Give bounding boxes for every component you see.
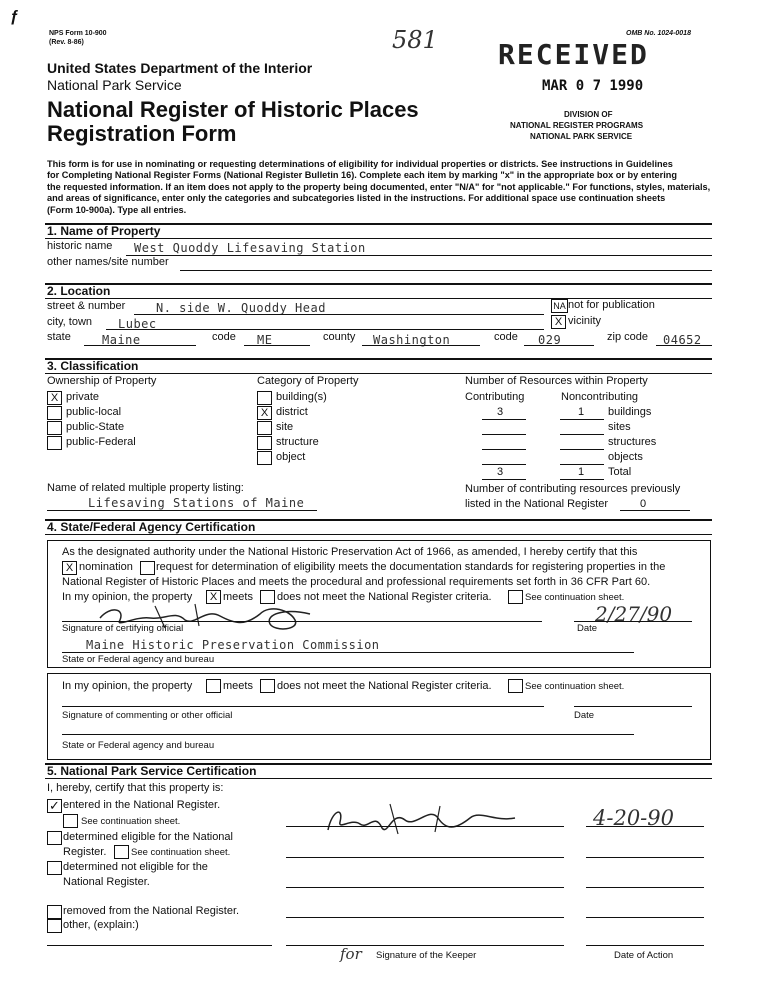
date-line [574,621,692,622]
certification-date: 2/27/90 [595,602,673,626]
see-continuation2-label: See continuation sheet. [525,681,625,692]
zip-label: zip code [607,331,648,343]
entered-see-continuation-checkbox[interactable] [63,814,78,828]
district-label: district [276,406,308,418]
opinion2-text: In my opinion, the property [62,680,193,692]
ownership-label: Ownership of Property [47,375,157,387]
meets2-checkbox[interactable] [206,679,221,693]
field-line [560,479,604,480]
public-federal-label: public-Federal [66,436,136,448]
total-contrib-value: 3 [497,466,504,478]
other-names-label: other names/site number [47,256,169,268]
field-line [134,314,544,315]
state-code-value: ME [257,333,273,347]
determined-not-eligible-label: determined not eligible for the [63,861,208,873]
nps-cert-intro: I, hereby, certify that this property is: [47,782,224,794]
determined-eligible-label: determined eligible for the National [63,831,233,843]
removed-label: removed from the National Register. [63,905,240,917]
intro-line-2: for Completing National Register Forms (National Register Bulletin 16). Complete each item by marking "x" in the appropriate box or by entering [47,170,677,181]
multiple-listing-label: Name of related multiple property listing: [47,482,244,494]
form-number: NPS Form 10-900 [49,30,107,37]
section-4-heading: 4. State/Federal Agency Certification [47,520,256,534]
section-divider [45,534,712,535]
field-line [106,329,544,330]
see-continuation-label: See continuation sheet. [525,592,625,603]
district-checkbox[interactable]: X [257,406,272,420]
state-label: state [47,331,71,343]
does-not-meet2-label: does not meet the National Register criteria. [277,680,492,692]
date-line [574,706,692,707]
form-revision: (Rev. 8-86) [49,39,84,46]
field-line [482,434,526,435]
public-state-label: public-State [66,421,125,433]
date-line [586,917,704,918]
determined-eligible-checkbox[interactable] [47,831,62,845]
zip-value: 04652 [663,333,702,347]
previously-listed-label-1: Number of contributing resources previously [465,483,681,495]
other-checkbox[interactable] [47,919,62,933]
county-label: county [323,331,356,343]
date-of-action-label: Date of Action [614,950,674,961]
omb-number: OMB No. 1024-0018 [626,30,691,37]
service: National Park Service [47,77,182,93]
signature-line [62,706,544,707]
public-federal-checkbox[interactable] [47,436,62,450]
explain-line [47,945,272,946]
see-continuation-checkbox[interactable] [508,590,523,604]
stamp-division: DIVISION OF [564,110,613,119]
private-label: private [66,391,100,403]
cert-line-3: National Register of Historic Places and meets the procedural and professional requirements set forth in 36 CFR Part 60. [62,576,651,588]
signature-line [286,857,564,858]
field-line [524,345,594,346]
received-stamp [494,36,692,96]
site-label: site [276,421,294,433]
field-line [560,449,604,450]
eligible-see-continuation-checkbox[interactable] [114,845,129,859]
intro-line-1: This form is for use in nominating or requesting determinations of eligibility for individual properties or districts. See instructions in Guidelines [47,159,673,169]
intro-line-5: (Form 10-900a). Type all entries. [47,204,187,215]
entered-label: entered in the National Register. [63,799,221,811]
section-divider [45,238,712,239]
field-line [620,510,690,511]
agency-value: Maine Historic Preservation Commission [86,638,380,652]
field-line [482,449,526,450]
field-line [47,510,317,511]
date-line [586,857,704,858]
state-value: Maine [102,333,141,347]
field-line [180,270,712,271]
historic-name-value: West Quoddy Lifesaving Station [134,241,366,255]
removed-checkbox[interactable] [47,905,62,919]
section-divider [45,283,712,285]
city-label: city, town [47,316,93,328]
date-line [586,887,704,888]
not-for-publication-label: not for publication [568,299,655,311]
keeper-signature-label: Signature of the Keeper [376,950,477,961]
county-code-label: code [494,331,518,343]
agency-label: State or Federal agency and bureau [62,654,215,665]
field-line [62,734,634,735]
intro-line-4: and areas of significance, enter only the categories and subcategories listed in the instructions. For additional space use continuation sheets [47,193,666,204]
cert-line-1: As the designated authority under the National Historic Preservation Act of 1966, as amended, I hereby certify that this [62,546,638,558]
nomination-label: nomination [79,561,133,573]
handwritten-number: 581 [392,26,438,54]
object-label: object [276,451,306,463]
not-for-publication-checkbox[interactable]: NA [551,299,568,313]
object-checkbox[interactable] [257,451,272,465]
stamp-date: MAR 0 7 1990 [542,78,644,94]
field-line [560,419,604,420]
vicinity-label: vicinity [568,315,602,327]
private-checkbox[interactable]: X [47,391,62,405]
resources-label: Number of Resources within Property [465,375,648,387]
category-label: Category of Property [257,375,359,387]
city-value: Lubec [118,317,157,331]
multiple-listing-value: Lifesaving Stations of Maine [88,496,305,510]
section-divider [45,373,712,374]
field-line [62,652,634,653]
entered-see-continuation-label: See continuation sheet. [81,816,181,827]
public-local-checkbox[interactable] [47,406,62,420]
county-code-value: 029 [538,333,562,347]
section-5-heading: 5. National Park Service Certification [47,764,257,778]
vicinity-checkbox[interactable]: X [551,315,566,329]
objects-row-label: objects [608,451,643,463]
field-line [362,345,480,346]
signature-line [62,621,542,622]
buildings-noncontrib-value: 1 [578,406,585,418]
certification-date-label: Date [577,623,598,634]
opinion-text: In my opinion, the property [62,591,193,603]
certifying-signature-label: Signature of certifying official [62,623,184,634]
meets-label: meets [223,591,253,603]
keeper-signature [320,800,520,840]
does-not-meet2-checkbox[interactable] [260,679,275,693]
county-value: Washington [373,333,451,347]
street-label: street & number [47,300,126,312]
historic-name-label: historic name [47,240,113,252]
department: United States Department of the Interior [47,60,313,76]
intro-line-3: the requested information. If an item does not apply to the property being documented, enter "N/A" for "not applicable." For functions, styles, materials, [47,181,711,192]
section-3-heading: 3. Classification [47,359,139,373]
agency2-label: State or Federal agency and bureau [62,740,215,751]
form-title-1: National Register of Historic Places [47,97,419,122]
previously-listed-label-2: listed in the National Register [465,498,609,510]
field-line [560,464,604,465]
signature-line [286,887,564,888]
action-date: 4-20-90 [593,806,674,830]
street-value: N. side W. Quoddy Head [156,301,326,315]
public-local-label: public-local [66,406,122,418]
state-code-label: code [212,331,236,343]
site-checkbox[interactable] [257,421,272,435]
stamp-division-2: NATIONAL REGISTER PROGRAMS [510,121,644,130]
signature-line [286,945,564,946]
section-2-heading: 2. Location [47,284,111,298]
see-continuation2-checkbox[interactable] [508,679,523,693]
date-line [586,826,704,827]
commenting-signature-label: Signature of commenting or other official [62,710,233,721]
determined-not-eligible-checkbox[interactable] [47,861,62,875]
other-label: other, (explain:) [63,919,139,931]
section-divider [45,778,712,779]
commenting-date-label: Date [574,710,595,721]
field-line [482,419,526,420]
structures-row-label: structures [608,436,657,448]
eligible-see-continuation-label: See continuation sheet. [131,847,231,858]
determined-eligible-label-2: Register. [63,846,107,858]
form-title-2: Registration Form [47,121,237,146]
total-row-label: Total [608,466,632,478]
sites-row-label: sites [608,421,631,433]
does-not-meet-label: does not meet the National Register criteria. [277,591,492,603]
building-checkbox[interactable] [257,391,272,405]
stamp-division-3: NATIONAL PARK SERVICE [530,132,633,141]
noncontributing-label: Noncontributing [561,391,639,403]
field-line [482,479,526,480]
buildings-contrib-value: 3 [497,406,504,418]
structure-label: structure [276,436,319,448]
meets-checkbox[interactable]: X [206,590,221,604]
entered-checkbox[interactable]: ✓ [47,799,62,813]
signature-line [286,826,564,827]
field-line [244,345,310,346]
field-line [126,255,712,256]
contributing-label: Contributing [465,391,525,403]
field-line [560,434,604,435]
section-divider [45,358,712,360]
field-line [482,464,526,465]
structure-checkbox[interactable] [257,436,272,450]
field-line [656,345,712,346]
total-noncontrib-value: 1 [578,466,585,478]
building-label: building(s) [276,391,327,403]
previously-listed-value: 0 [640,498,647,510]
buildings-row-label: buildings [608,406,652,418]
cert-line-2: request for determination of eligibility meets the documentation standards for registering properties in the [156,561,666,573]
stamp-received-text: RECEIVED [498,38,649,71]
signature-line [286,917,564,918]
page-corner-mark: ƒ [10,8,19,25]
request-determination-checkbox[interactable] [140,561,155,575]
date-line [586,945,704,946]
intro-text [47,159,727,216]
determined-not-eligible-label-2: National Register. [63,876,150,888]
section-1-heading: 1. Name of Property [47,224,161,238]
meets2-label: meets [223,680,253,692]
public-state-checkbox[interactable] [47,421,62,435]
field-line [84,345,196,346]
nomination-checkbox[interactable]: X [62,561,77,575]
keeper-initials: for [340,945,362,963]
